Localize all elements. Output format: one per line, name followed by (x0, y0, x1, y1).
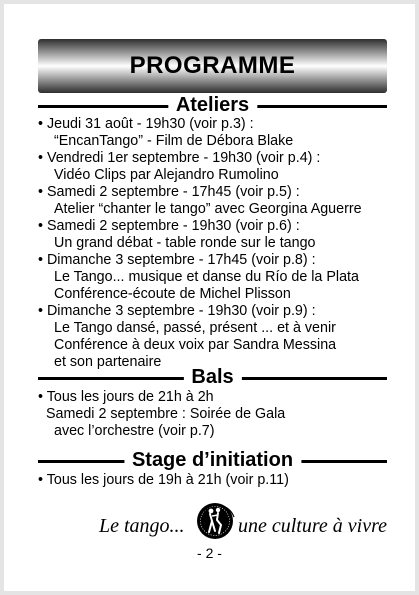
list-item: • Tous les jours de 19h à 21h (voir p.11) (38, 472, 289, 488)
list-item-detail: “EncanTango” - Film de Débora Blake (54, 133, 294, 149)
list-item-detail: Le Tango... musique et danse du Río de la Plata (54, 269, 359, 285)
list-item: • Tous les jours de 21h à 2h (38, 389, 214, 405)
list-item-detail: Atelier “chanter le tango” avec Georgina Aguerre (54, 201, 362, 217)
list-item-detail: avec l’orchestre (voir p.7) (54, 423, 215, 439)
page-number: - 2 - (197, 545, 222, 561)
list-item-detail: Vidéo Clips par Alejandro Rumolino (54, 167, 279, 183)
list-item: • Jeudi 31 août - 19h30 (voir p.3) : (38, 116, 254, 132)
list-item: • Samedi 2 septembre - 17h45 (voir p.5) : (38, 184, 300, 200)
section-title: Ateliers (168, 94, 257, 116)
section-heading-ateliers (38, 95, 387, 116)
list-item-detail: et son partenaire (54, 354, 162, 370)
section-heading-stage (38, 450, 387, 471)
list-item-detail: Le Tango dansé, passé, présent ... et à venir (54, 320, 336, 336)
section-title: Bals (183, 366, 241, 388)
list-item: • Dimanche 3 septembre - 19h30 (voir p.9) : (38, 303, 316, 319)
list-item-detail: Conférence-écoute de Michel Plisson (54, 286, 291, 302)
list-item-detail: Un grand débat - table ronde sur le tango (54, 235, 316, 251)
section-heading-bals (38, 367, 387, 388)
page-title: PROGRAMME (129, 52, 296, 79)
list-item: • Samedi 2 septembre - 19h30 (voir p.6) : (38, 218, 300, 234)
dancing-couple-emblem-icon (194, 499, 236, 543)
list-item: • Vendredi 1er septembre - 19h30 (voir p.4) : (38, 150, 321, 166)
list-item-detail: Samedi 2 septembre : Soirée de Gala (46, 406, 286, 422)
list-item: • Dimanche 3 septembre - 17h45 (voir p.8) : (38, 252, 316, 268)
tagline-right: une culture à vivre (238, 515, 388, 537)
list-item-detail: Conférence à deux voix par Sandra Messina (54, 337, 337, 353)
tagline-left: Le tango... (99, 515, 185, 537)
footer-tagline (4, 499, 415, 543)
title-banner (38, 39, 387, 93)
document-page (4, 4, 415, 591)
section-title: Stage d’initiation (124, 449, 301, 471)
